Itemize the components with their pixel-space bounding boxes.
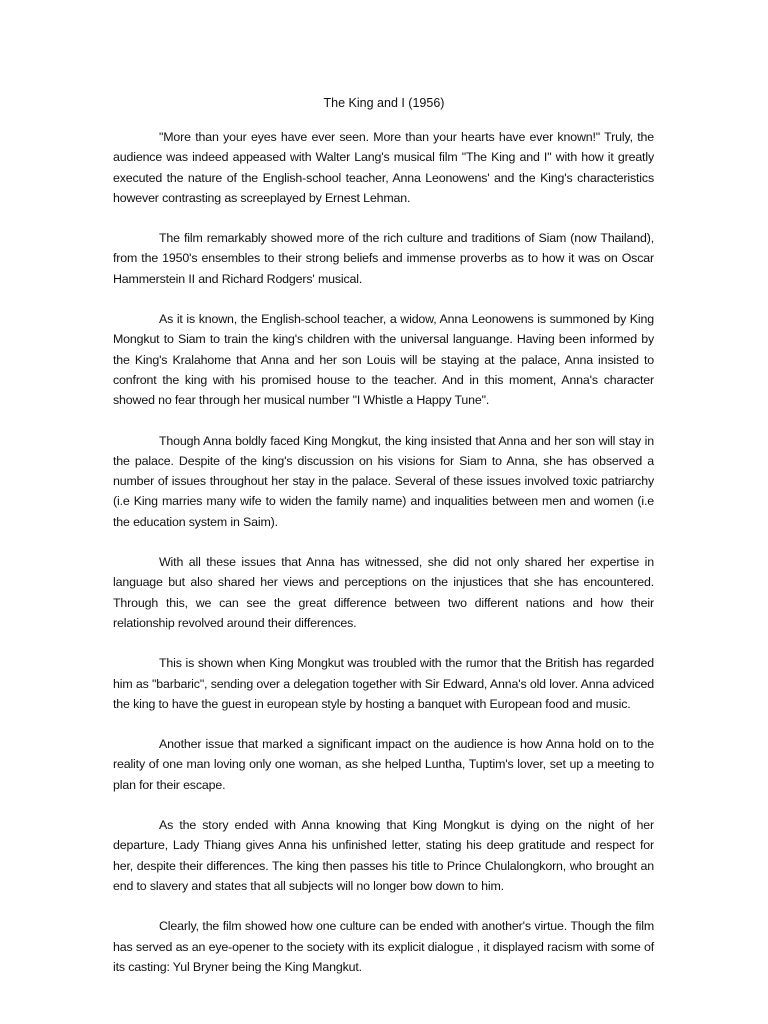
document-body — [113, 127, 654, 997]
paragraph-8: As the story ended with Anna knowing that King Mongkut is dying on the night of her departure, Lady Thiang gives Anna his unfinished letter, stating his deep gratitude and respect for her, despite their differences. The king then passes his title to Prince Chulalongkorn, who brought an end to slavery and states that all subjects will no longer bow down to him. — [113, 818, 654, 893]
paragraph-1: "More than your eyes have ever seen. More than your hearts have ever known!" Truly, the audience was indeed appeased with Walter Lang's musical film "The King and I" with how it greatly executed the nature of the English-school teacher, Anna Leonowens' and the King's characteristics however contrasting as screeplayed by Ernest Lehman. — [113, 130, 654, 205]
paragraph-7: Another issue that marked a significant impact on the audience is how Anna hold on to the reality of one man loving only one woman, as she helped Luntha, Tuptim's lover, set up a meeting to plan for their escape. — [113, 737, 654, 792]
paragraph-2: The film remarkably showed more of the rich culture and traditions of Siam (now Thailand), from the 1950's ensembles to their strong beliefs and immense proverbs as to how it was on Oscar Hammerstein II and Richard Rodgers' musical. — [113, 231, 654, 286]
paragraph-6: This is shown when King Mongkut was troubled with the rumor that the British has regarded him as "barbaric", sending over a delegation together with Sir Edward, Anna's old lover. Anna adviced the king to have the guest in european style by hosting a banquet with European food and music. — [113, 656, 654, 711]
paragraph-9: Clearly, the film showed how one culture can be ended with another's virtue. Though the film has served as an eye-opener to the society with its explicit dialogue , it displayed racism with some of its casting: Yul Bryner being the King Mangkut. — [113, 919, 654, 974]
paragraph-3: As it is known, the English-school teacher, a widow, Anna Leonowens is summoned by King Mongkut to Siam to train the king's children with the universal languange. Having been informed by the King's Kralahome that Anna and her son Louis will be staying at the palace, Anna insisted to confront the king with his promised house to the teacher. And in this moment, Anna's character showed no fear through her musical number "I Whistle a Happy Tune". — [113, 312, 654, 408]
document-title: The King and I (1956) — [323, 96, 445, 110]
paragraph-4: Though Anna boldly faced King Mongkut, the king insisted that Anna and her son will stay in the palace. Despite of the king's discussion on his visions for Siam to Anna, she has observed a number of issues throughout her stay in the palace. Several of these issues involved toxic patriarchy (i.e King marries many wife to widen the family name) and inqualities between men and women (i.e the education system in Saim). — [113, 433, 654, 529]
paragraph-5: With all these issues that Anna has witnessed, she did not only shared her expertise in language but also shared her views and perceptions on the injustices that she has encountered. Through this, we can see the great difference between two different nations and how their relationship revolved around their differences. — [113, 555, 654, 630]
